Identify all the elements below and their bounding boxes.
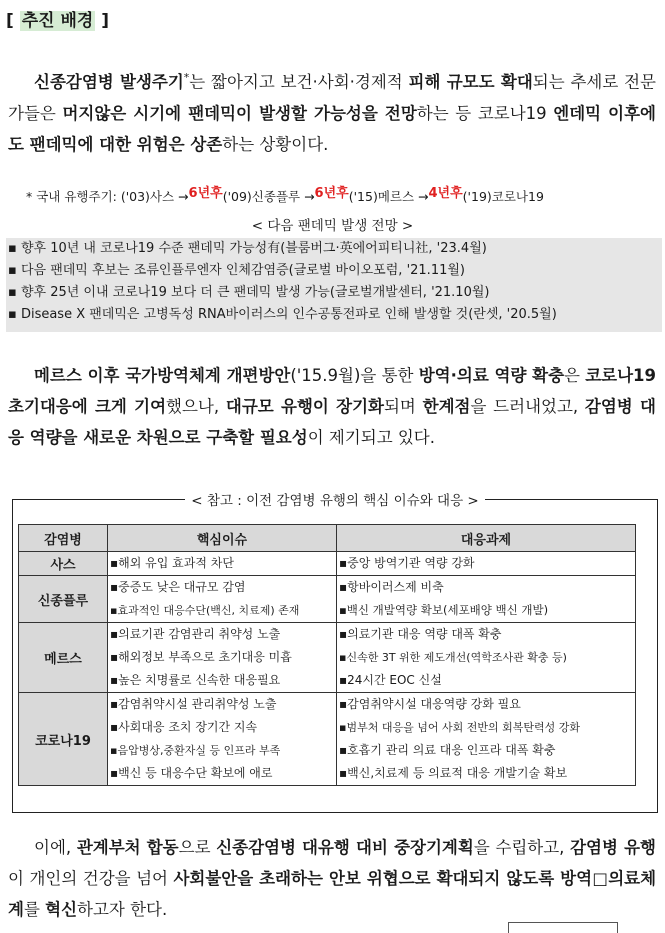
- section-title-text: 추진 배경: [21, 11, 94, 31]
- table-header-row: [19, 525, 636, 552]
- paragraph-background: 신종감염병 발생주기*는 짧아지고 보건·사회·경제적 피해 규모도 확대되는 추세로 전문가들은 머지않은 시기에 팬데믹이 발생할 가능성을 전망하는 등 코로나19 엔데믹 이후에도 팬데믹에 대한 위험은 상존하는 상황이다.: [8, 71, 656, 154]
- tasks-cell: ▪의료기관 대응 역량 대폭 확충 ▪신속한 3T 위한 제도개선(역학조사관 확충 등) ▪24시간 EOC 신설: [337, 623, 636, 693]
- disease-name: 신종플루: [19, 576, 108, 623]
- tasks-cell: ▪중앙 방역기관 역량 강화: [337, 552, 636, 576]
- header-issues: 핵심이슈: [108, 525, 337, 552]
- disease-name: 코로나19: [19, 693, 108, 786]
- disease-name: 메르스: [19, 623, 108, 693]
- section-title: [ 추진 배경 ]: [6, 11, 110, 31]
- header-tasks: 대응과제: [337, 525, 636, 552]
- reference-title: < 참고 : 이전 감염병 유행의 핵심 이슈와 대응 >: [0, 489, 665, 509]
- forecast-box: [6, 238, 662, 332]
- issues-cell: ▪감염취약시설 관리취약성 노출 ▪사회대응 조치 장기간 지속 ▪음압병상,중환자실 등 인프라 부족 ▪백신 등 대응수단 확보에 애로: [108, 693, 337, 786]
- issues-cell: ▪의료기관 감염관리 취약성 노출 ▪해외정보 부족으로 초기대응 미흡 ▪높은 치명률로 신속한 대응필요: [108, 623, 337, 693]
- tasks-cell: ▪항바이러스제 비축 ▪백신 개발역량 확보(세포배양 백신 개발): [337, 576, 636, 623]
- disease-name: 사스: [19, 552, 108, 576]
- page-edge-box: [508, 922, 618, 933]
- paragraph-mers: 메르스 이후 국가방역체계 개편방안('15.9월)을 통한 방역·의료 역량 확충은 코로나19 초기대응에 크게 기여했으나, 대규모 유행이 장기화되며 한계점을 드러내었고, 감염병 대응 역량을 새로운 차원으로 구축할 필요성이 제기되고 있다.: [8, 366, 656, 447]
- forecast-item: ▪ 향후 25년 이내 코로나19 보다 더 큰 팬데믹 발생 가능(글로벌개발센터, '21.10월): [8, 285, 490, 300]
- forecast-item: ▪ 다음 팬데믹 후보는 조류인플루엔자 인체감염증(글로벌 바이오포럼, '21.11월): [8, 263, 465, 278]
- header-disease: 감염병: [19, 525, 108, 552]
- issues-cell: ▪해외 유입 효과적 차단: [108, 552, 337, 576]
- forecast-title: < 다음 팬데믹 발생 전망 >: [251, 218, 414, 234]
- table-row: [19, 623, 636, 693]
- paragraph-plan: 이에, 관계부처 합동으로 신종감염병 대유행 대비 중장기계획을 수립하고, 감염병 유행이 개인의 건강을 넘어 사회불안을 초래하는 안보 위협으로 확대되지 않도록 방역□의료체계를 혁신하고자 한다.: [8, 838, 657, 919]
- table-row: [19, 552, 636, 576]
- forecast-item: ▪ 향후 10년 내 코로나19 수준 팬데믹 가능성有(블룸버그·英에어피티니社, '23.4월): [8, 241, 487, 256]
- forecast-item: ▪ Disease X 팬데믹은 고병독성 RNA바이러스의 인수공통전파로 인해 발생할 것(란셋, '20.5월): [8, 307, 557, 322]
- footnote-cycle: * 국내 유행주기: ('03)사스 →6년후('09)신종플루 →6년후('15)메르스 →4년후('19)코로나19: [26, 186, 544, 204]
- tasks-cell: ▪감염취약시설 대응역량 강화 필요 ▪범부처 대응을 넘어 사회 전반의 회복탄력성 강화 ▪호흡기 관리 의료 대응 인프라 대폭 확충 ▪백신,치료제 등 의료적 대응 개발기술 확보: [337, 693, 636, 786]
- table-row: [19, 576, 636, 623]
- issues-cell: ▪중증도 낮은 대규모 감염 ▪효과적인 대응수단(백신, 치료제) 존재: [108, 576, 337, 623]
- table-row: [19, 693, 636, 786]
- reference-table: [18, 524, 636, 786]
